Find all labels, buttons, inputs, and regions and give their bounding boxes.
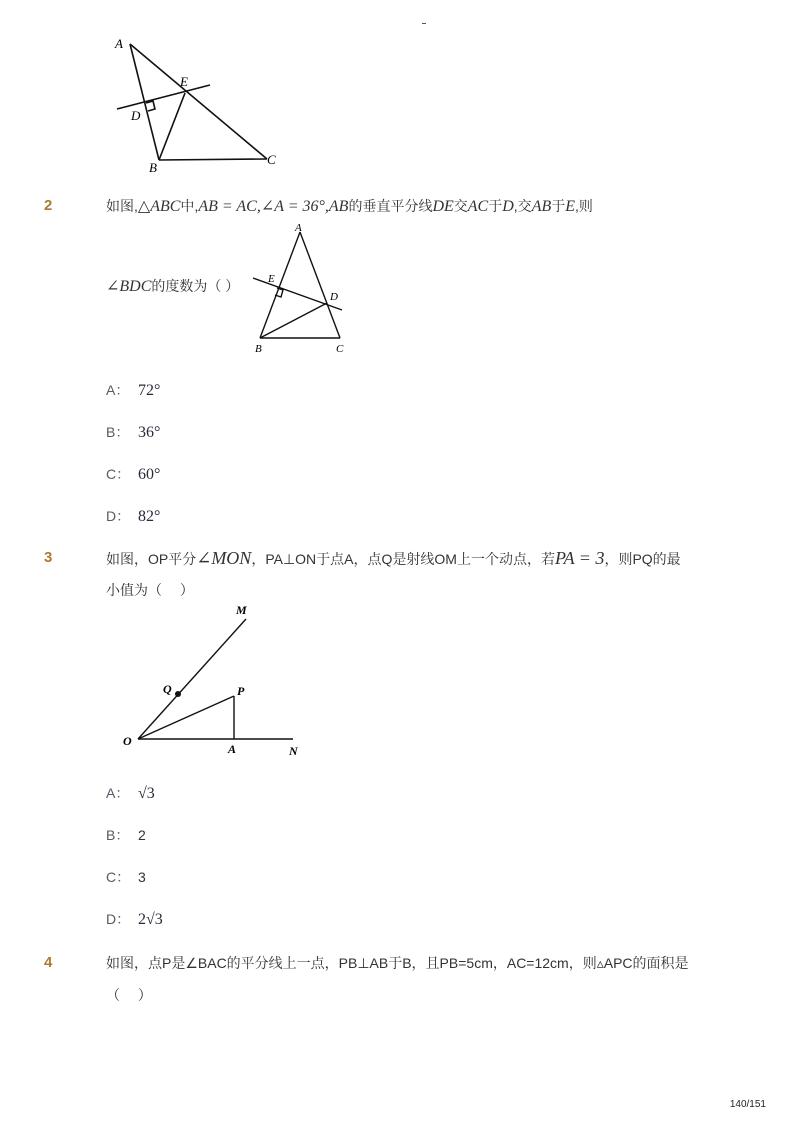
- option-a[interactable]: A： 72°: [106, 382, 161, 399]
- option-d[interactable]: D： 2√3: [106, 911, 163, 928]
- figure-isosceles-triangle: [248, 220, 353, 358]
- option-c[interactable]: C： 60°: [106, 466, 161, 483]
- page-number: 140/151: [729, 1099, 766, 1110]
- option-c[interactable]: C： 3: [106, 869, 146, 885]
- label-m: M: [236, 603, 247, 617]
- label-c: C: [336, 343, 344, 355]
- option-b[interactable]: B： 36°: [106, 424, 161, 441]
- label-e: E: [180, 74, 188, 89]
- question-number: 2: [44, 197, 53, 214]
- label-c: C: [267, 152, 276, 167]
- point-q: [175, 691, 181, 697]
- question-4-stem-line2: （ ）: [106, 987, 152, 1003]
- label-q: Q: [163, 682, 172, 696]
- label-p: P: [237, 684, 245, 698]
- label-e: E: [268, 273, 275, 285]
- label-b: B: [255, 343, 262, 355]
- question-2-stem-line2: ∠BDC的度数为（ ）: [106, 278, 240, 295]
- label-a: A: [115, 36, 123, 51]
- question-number: 3: [44, 549, 53, 566]
- option-a[interactable]: A： √3: [106, 785, 155, 802]
- label-a: A: [228, 742, 237, 756]
- header-mark: [422, 23, 426, 24]
- question-number: 4: [44, 954, 53, 971]
- question-4-stem-line1: 如图，点P是∠BAC的平分线上一点，PB⊥AB于B，且PB=5cm，AC=12cm，则▵APC的面积是: [106, 955, 689, 971]
- label-d: D: [330, 291, 338, 303]
- question-3-stem-line2: 小值为（ ）: [106, 582, 194, 598]
- figure-angle-bisector: [115, 600, 310, 762]
- option-b[interactable]: B： 2: [106, 827, 146, 843]
- option-d[interactable]: D： 82°: [106, 508, 161, 525]
- label-b: B: [149, 160, 157, 172]
- question-3-stem-line1: 如图，OP平分∠MON，PA⊥ON于点A，点Q是射线OM上一个动点，若PA = 3，则PQ的最: [106, 548, 681, 568]
- label-o: O: [123, 734, 132, 748]
- figure-triangle-abc-perpendicular-bisector: [105, 32, 295, 172]
- label-a: A: [295, 222, 302, 234]
- label-n: N: [289, 744, 298, 758]
- question-2-stem-line1: 如图,△ABC中,AB = AC,∠A = 36°,AB的垂直平分线DE交AC于D,交AB于E,则: [106, 198, 593, 215]
- label-d: D: [131, 108, 141, 123]
